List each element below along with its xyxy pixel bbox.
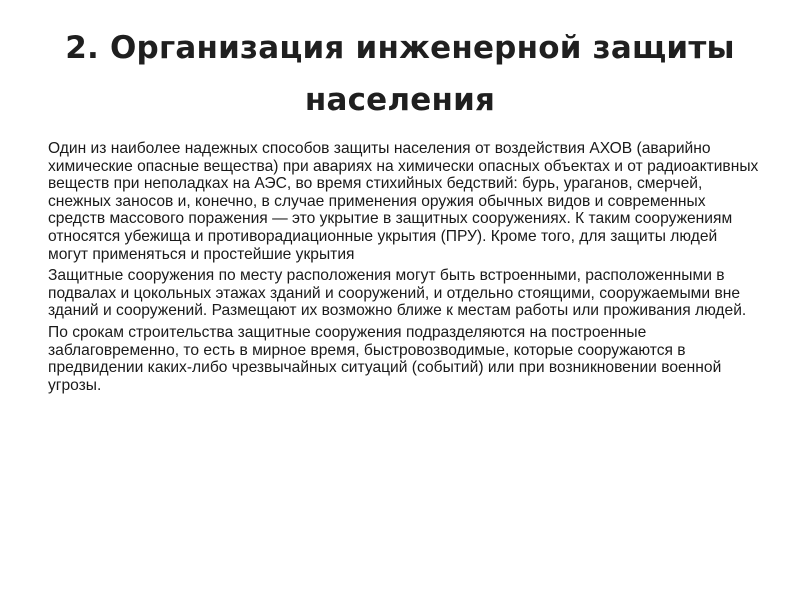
slide-body <box>48 140 760 398</box>
slide-title: 2. Организация инженерной защиты населения <box>65 30 735 118</box>
paragraph-3: По срокам строительства защитные сооружения подразделяются на построенные заблаговременно, то есть в мирное время, быстровозводимые, которые сооружаются в предвидении каких-либо чрезвычайных ситуаций (событий) или при возникновении военной угрозы. <box>48 323 722 394</box>
paragraph-2: Защитные сооружения по месту расположения могут быть встроенными, расположенными в подвалах и цокольных этажах зданий и сооружений, и отдельно стоящими, сооружаемыми вне зданий и сооружений. Размещают их возможно ближе к местам работы или проживания людей. <box>48 267 747 320</box>
paragraph-1: Один из наиболее надежных способов защиты населения от воздействия АХОВ (аварийно химические опасные вещества) при авариях на химически опасных объектах и от радиоактивных веществ при неполадках на АЭС, во время стихийных бедствий: бурь, ураганов, смерчей, снежных заносов и, конечно, в случае применения оружия обычных видов и современных средств массового поражения — это укрытие в защитных сооружениях. К таким сооружениям относятся убежища и противорадиационные укрытия (ПРУ). Кроме того, для защиты людей могут применяться и простейшие укрытия <box>48 140 759 263</box>
